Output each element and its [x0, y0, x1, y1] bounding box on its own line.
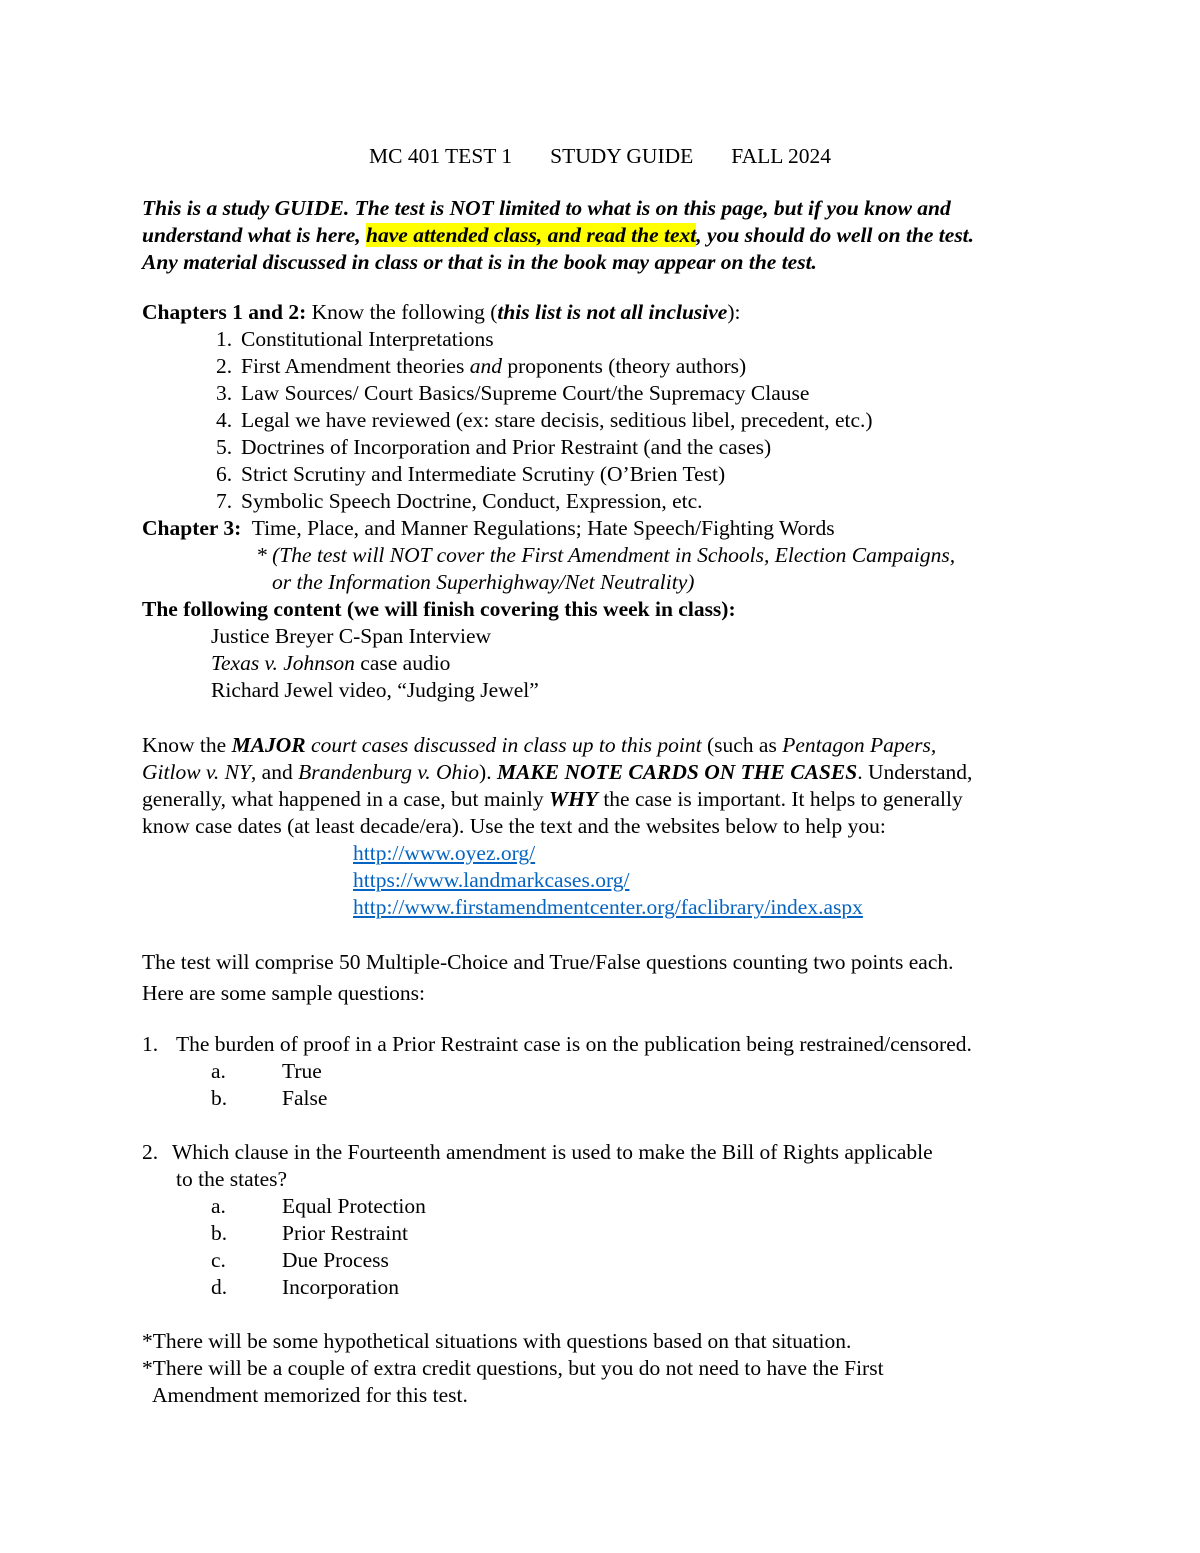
cases-line-1 — [142, 735, 936, 757]
question-2-number: 2. — [142, 1140, 159, 1164]
cases-make-note-cards: MAKE NOTE CARDS ON THE CASES — [496, 760, 858, 784]
test-info-line-1: The test will comprise 50 Multiple-Choice and True/False questions counting two points each. — [142, 950, 954, 974]
cases-line-2 — [142, 762, 972, 784]
ch12-text: Know the following ( — [306, 300, 498, 324]
ch3-heading: Chapter 3: — [142, 516, 242, 540]
following-item — [211, 653, 450, 675]
option-text: False — [282, 1086, 328, 1110]
following-heading: The following content (we will finish covering this week in class): — [142, 597, 736, 621]
cases-text-italic: court cases discussed in class up to this point — [305, 733, 702, 757]
ch12-item-emph: and — [469, 354, 502, 378]
ch12-item-num: 6. — [216, 462, 233, 486]
title-guide: STUDY GUIDE — [550, 144, 694, 168]
ch12-item-num: 3. — [216, 381, 233, 405]
intro-highlight: have attended class, and read the text — [366, 223, 697, 247]
link-oyez[interactable]: http://www.oyez.org/ — [353, 841, 536, 865]
title-course: MC 401 TEST 1 — [368, 144, 513, 168]
intro-line-1: This is a study GUIDE. The test is NOT limited to what is on this page, but if you know and — [142, 196, 951, 220]
ch12-item-num: 2. — [216, 354, 233, 378]
question-1-number: 1. — [142, 1032, 159, 1056]
ch12-item: Law Sources/ Court Basics/Supreme Court/the Supremacy Clause — [241, 381, 810, 405]
ch12-item-num: 7. — [216, 489, 233, 513]
option-text: Prior Restraint — [282, 1221, 408, 1245]
ch12-item-num: 1. — [216, 327, 233, 351]
following-case-name: Texas v. Johnson — [211, 651, 355, 675]
option-letter: d. — [211, 1275, 228, 1299]
ch12-close: ): — [727, 300, 741, 324]
option-letter: a. — [211, 1194, 226, 1218]
title-term: FALL 2024 — [731, 144, 832, 168]
option-text: Due Process — [282, 1248, 389, 1272]
cases-text: (such as — [701, 733, 783, 757]
case-brandenburg: Brandenburg v. Ohio — [298, 760, 480, 784]
cases-text: the case is important. It helps to generally — [597, 787, 963, 811]
cases-why: WHY — [548, 787, 598, 811]
ch12-item: Strict Scrutiny and Intermediate Scrutiny (O’Brien Test) — [241, 462, 726, 486]
ch12-item-text-end: proponents (theory authors) — [501, 354, 747, 378]
option-letter: a. — [211, 1059, 226, 1083]
ch12-item: Constitutional Interpretations — [241, 327, 494, 351]
intro-line-2-end: , you should do well on the test. — [696, 223, 975, 247]
case-pentagon-papers: Pentagon Papers, — [782, 733, 937, 757]
cases-text: Know the — [142, 733, 232, 757]
question-2-text-line-1: Which clause in the Fourteenth amendment is used to make the Bill of Rights applicable — [172, 1140, 933, 1164]
ch3-note-2: or the Information Superhighway/Net Neutrality) — [272, 570, 695, 594]
test-info-line-2: Here are some sample questions: — [142, 981, 425, 1005]
cases-line-4: know case dates (at least decade/era). Use the text and the websites below to help you: — [142, 814, 886, 838]
note-extra-credit-line-1: *There will be a couple of extra credit questions, but you do not need to have the First — [142, 1356, 884, 1380]
option-letter: c. — [211, 1248, 226, 1272]
case-gitlow: Gitlow v. NY — [142, 760, 251, 784]
ch3-note-1: * (The test will NOT cover the First Amendment in Schools, Election Campaigns, — [256, 543, 956, 567]
option-text: True — [282, 1059, 322, 1083]
option-text: Incorporation — [282, 1275, 400, 1299]
option-letter: b. — [211, 1221, 228, 1245]
ch12-item: Legal we have reviewed (ex: stare decisis, seditious libel, precedent, etc.) — [241, 408, 873, 432]
ch12-emph: this list is not all inclusive — [497, 300, 728, 324]
ch12-item — [241, 356, 746, 378]
link-firstamendmentcenter[interactable]: http://www.firstamendmentcenter.org/faclibrary/index.aspx — [353, 895, 863, 919]
ch12-heading: Chapters 1 and 2: — [142, 300, 307, 324]
following-item: Justice Breyer C-Span Interview — [211, 624, 492, 648]
following-item: Richard Jewel video, “Judging Jewel” — [211, 678, 539, 702]
ch12-item: Doctrines of Incorporation and Prior Restraint (and the cases) — [241, 435, 772, 459]
cases-text: . Understand, — [857, 760, 973, 784]
ch12-item-num: 4. — [216, 408, 233, 432]
ch12-item-num: 5. — [216, 435, 233, 459]
cases-text: ). — [479, 760, 497, 784]
ch12-item-text: First Amendment theories — [241, 354, 470, 378]
question-1-text: The burden of proof in a Prior Restraint case is on the publication being restrained/censored. — [176, 1032, 972, 1056]
note-hypothetical: *There will be some hypothetical situations with questions based on that situation. — [142, 1329, 852, 1353]
ch3-text: Time, Place, and Manner Regulations; Hate Speech/Fighting Words — [241, 516, 835, 540]
option-text: Equal Protection — [282, 1194, 426, 1218]
cases-text: , and — [250, 760, 299, 784]
option-letter: b. — [211, 1086, 228, 1110]
following-item-text: case audio — [354, 651, 451, 675]
question-2-text-line-2: to the states? — [176, 1167, 288, 1191]
document-title — [0, 146, 1200, 168]
cases-text: generally, what happened in a case, but mainly — [142, 787, 549, 811]
ch12-item: Symbolic Speech Doctrine, Conduct, Expression, etc. — [241, 489, 703, 513]
cases-major: MAJOR — [231, 733, 306, 757]
link-landmarkcases[interactable]: https://www.landmarkcases.org/ — [353, 868, 630, 892]
intro-line-3: Any material discussed in class or that is in the book may appear on the test. — [142, 250, 817, 274]
ch3-line — [142, 518, 835, 540]
ch12-heading-line — [142, 302, 740, 324]
intro-line-2-start: understand what is here, — [142, 223, 367, 247]
intro-line-2 — [142, 225, 974, 247]
note-extra-credit-line-2: Amendment memorized for this test. — [152, 1383, 468, 1407]
cases-line-3 — [142, 789, 963, 811]
